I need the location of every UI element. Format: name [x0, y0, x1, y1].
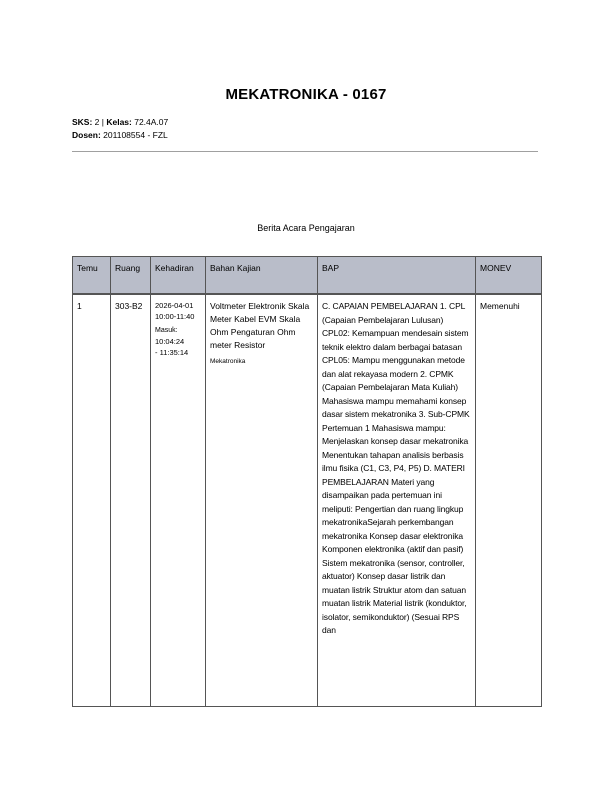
header-bahan-kajian: Bahan Kajian [206, 257, 318, 294]
masuk-time: 10:04:24 [155, 337, 185, 346]
sks-value: 2 | [92, 117, 107, 127]
sks-label: SKS: [72, 117, 93, 127]
bap-table [72, 256, 542, 707]
course-title: MEKATRONIKA - 0167 [225, 86, 387, 103]
cell-temu: 1 [73, 295, 111, 707]
table-header-row [73, 257, 542, 294]
header-monev: MONEV [476, 257, 542, 294]
bahan-kajian-text: Voltmeter Elektronik Skala Meter Kabel EVM Skala Ohm Pengaturan Ohm meter Resistor [210, 301, 310, 350]
keluar-time: - 11:35:14 [155, 348, 189, 357]
table-row [73, 295, 542, 707]
header-ruang: Ruang [111, 257, 151, 294]
cell-kehadiran [151, 295, 206, 707]
kehadiran-date: 2026-04-01 [155, 301, 194, 310]
cell-ruang: 303-B2 [111, 295, 151, 707]
kelas-value: 72.4A.07 [131, 117, 169, 127]
header-bap: BAP [318, 257, 476, 294]
section-caption: Berita Acara Pengajaran [257, 223, 355, 233]
kelas-label: Kelas: [106, 117, 132, 127]
dosen-value: 201108554 - FZL [100, 130, 168, 140]
cell-bahan-kajian [206, 295, 318, 707]
cell-monev: Memenuhi [476, 295, 542, 707]
masuk-label: Masuk: [155, 327, 178, 334]
dosen-label: Dosen: [72, 130, 101, 140]
course-meta-sks-kelas [72, 117, 168, 128]
cell-bap: C. CAPAIAN PEMBELAJARAN 1. CPL (Capaian Pembelajaran Lulusan) CPL02: Kemampuan mendesain sistem teknik elektro dalam berbagai batasan CPL05: Mampu menggunakan metode dan alat rekayasa modern 2. CPMK (Capaian Pembelajaran Mata Kuliah) Mahasiswa mampu memahami konsep dasar sistem mekatronika 3. Sub-CPMK Pertemuan 1 Mahasiswa mampu: Menjelaskan konsep dasar mekatronika Menentukan tahapan analisis berbasis ilmu fisika (C1, C3, P4, P5) D. MATERI PEMBELAJARAN Materi yang disampaikan pada pertemuan ini meliputi: Pengertian dan ruang lingkup mekatronikaSejarah perkembangan mekatronika Konsep dasar elektronika Komponen elektronika (aktif dan pasif) Sistem mekatronika (sensor, controller, aktuator) Konsep dasar listrik dan muatan listrik Struktur atom dan satuan muatan listrik Material listrik (konduktor, isolator, semikonduktor) (Sesuai RPS dan [318, 295, 476, 707]
header-kehadiran: Kehadiran [151, 257, 206, 294]
bahan-kajian-tag: Mekatronika [210, 358, 246, 365]
header-temu: Temu [73, 257, 111, 294]
kehadiran-time: 10:00-11:40 [155, 312, 195, 321]
course-meta-dosen [72, 130, 168, 141]
header-divider [72, 151, 538, 152]
